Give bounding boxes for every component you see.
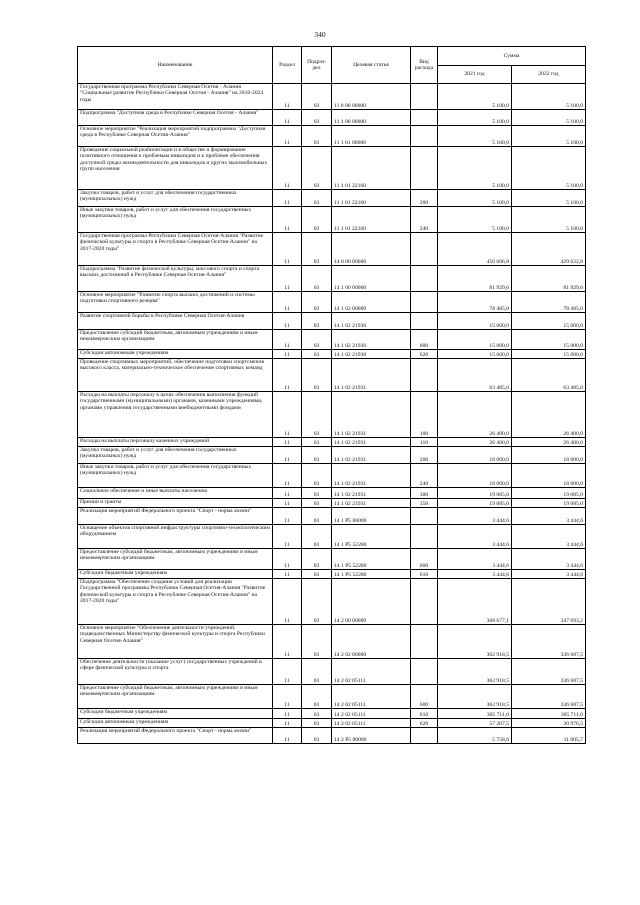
row-expense-type-cell [411, 126, 438, 147]
row-name-cell: Субсидии автономным учреждениям [78, 719, 273, 728]
row-subsection-cell: 03 [302, 709, 332, 719]
row-name-cell: Иные закупки товаров, работ и услуг для обеспечения государственных (муниципальных) нужд [78, 207, 273, 233]
row-amount-2021-cell: 78 485,0 [438, 292, 512, 313]
row-name-cell: Расходы на выплаты персоналу в целях обеспечения выполнения функций государственными (муниципальными) органами, казенными учреждениями, органами управления государственными внебюджетными фондами [78, 392, 273, 438]
row-target-article-cell: 14 1 02 21931 [332, 438, 411, 447]
row-name-cell: Подпрограмма "Обеспечение создания условий для реализации Государственной программы Республики Северная Осетия-Алания "Развитие физической культуры и спорта в Республике Северная Осетия-Алания" на 2017-2020 годы" [78, 579, 273, 625]
table-row [78, 447, 586, 464]
row-target-article-cell: 14 1 00 00000 [332, 266, 411, 292]
row-name-cell: Государственная программа Республики Северная Осетия-Алания "Развитие физической культуры и спорта в Республике Северная Осетия-Алания" на 2017-2020 годы" [78, 233, 273, 266]
row-amount-2022-cell: 18 000,0 [512, 447, 586, 464]
row-amount-2022-cell: 5 100,0 [512, 147, 586, 190]
row-name-cell: Подпрограмма "Развитие физической культуры, массового спорта и спорта высших достижений в Республике Северная Осетия-Алания" [78, 266, 273, 292]
row-expense-type-cell: 620 [411, 350, 438, 359]
row-section-cell: 11 [273, 499, 302, 508]
row-section-cell: 11 [273, 207, 302, 233]
row-section-cell: 11 [273, 508, 302, 525]
row-expense-type-cell: 610 [411, 709, 438, 719]
table-row [78, 266, 586, 292]
row-expense-type-cell: 240 [411, 207, 438, 233]
row-amount-2022-cell: 3 444,6 [512, 508, 586, 525]
row-subsection-cell: 03 [302, 147, 332, 190]
row-expense-type-cell [411, 84, 438, 110]
row-name-cell: Подпрограмма "Доступная среда в Республике Северная Осетия - Алания" [78, 110, 273, 126]
row-amount-2021-cell: 368 677,1 [438, 579, 512, 625]
row-expense-type-cell: 350 [411, 499, 438, 508]
row-amount-2021-cell: 57 207,5 [438, 719, 512, 728]
header-amount: Сумма [438, 47, 586, 66]
row-section-cell: 11 [273, 350, 302, 359]
row-subsection-cell: 03 [302, 292, 332, 313]
table-row [78, 110, 586, 126]
table-row [78, 549, 586, 570]
row-name-cell: Основное мероприятие "Реализация мероприятий подпрограммы "Доступная среда в Республике Северная Осетия-Алания" [78, 126, 273, 147]
header-target-article: Целевая статья [332, 47, 411, 84]
row-expense-type-cell [411, 110, 438, 126]
row-amount-2022-cell: 5 100,0 [512, 126, 586, 147]
row-section-cell: 11 [273, 147, 302, 190]
row-section-cell: 11 [273, 728, 302, 744]
row-section-cell: 11 [273, 709, 302, 719]
row-subsection-cell: 03 [302, 659, 332, 685]
row-target-article-cell: 14 1 02 21931 [332, 359, 411, 392]
row-target-article-cell: 14 1 02 21931 [332, 447, 411, 464]
row-amount-2021-cell: 15 000,0 [438, 313, 512, 330]
row-expense-type-cell [411, 359, 438, 392]
row-name-cell: Закупка товаров, работ и услуг для обеспечения государственных (муниципальных) нужд [78, 447, 273, 464]
table-row [78, 719, 586, 728]
row-expense-type-cell: 240 [411, 464, 438, 488]
row-amount-2022-cell: 3 444,6 [512, 549, 586, 570]
row-amount-2022-cell: 19 085,0 [512, 488, 586, 499]
table-row [78, 579, 586, 625]
row-amount-2022-cell: 5 100,0 [512, 84, 586, 110]
row-amount-2022-cell: 26 400,0 [512, 438, 586, 447]
row-target-article-cell: 14 1 P5 00000 [332, 508, 411, 525]
row-target-article-cell: 14 2 00 00000 [332, 579, 411, 625]
table-row [78, 438, 586, 447]
table-row [78, 499, 586, 508]
row-section-cell: 11 [273, 110, 302, 126]
table-row [78, 190, 586, 207]
header-year-2021: 2021 год [438, 66, 512, 84]
table-row [78, 292, 586, 313]
row-name-cell: Реализация мероприятий Федерального проекта "Спорт - норма жизни" [78, 508, 273, 525]
row-expense-type-cell [411, 292, 438, 313]
row-amount-2021-cell: 15 000,0 [438, 350, 512, 359]
row-amount-2022-cell: 5 100,0 [512, 207, 586, 233]
row-expense-type-cell: 200 [411, 190, 438, 207]
row-expense-type-cell [411, 508, 438, 525]
row-amount-2022-cell: 347 693,2 [512, 579, 586, 625]
row-target-article-cell: 14 1 02 21931 [332, 464, 411, 488]
table-row [78, 84, 586, 110]
row-section-cell: 11 [273, 84, 302, 110]
row-name-cell: Реализация мероприятий Федерального проекта "Спорт - норма жизни" [78, 728, 273, 744]
row-section-cell: 11 [273, 126, 302, 147]
row-amount-2022-cell: 63 485,0 [512, 359, 586, 392]
row-expense-type-cell: 100 [411, 392, 438, 438]
row-name-cell: Субсидии бюджетным учреждениям [78, 709, 273, 719]
row-target-article-cell: 11 1 01 22160 [332, 190, 411, 207]
row-target-article-cell: 14 0 00 00000 [332, 233, 411, 266]
row-name-cell: Иные закупки товаров, работ и услуг для обеспечения государственных (муниципальных) нужд [78, 464, 273, 488]
row-expense-type-cell: 110 [411, 438, 438, 447]
row-name-cell: Предоставление субсидий бюджетным, автономным учреждениям и иным некоммерческим организациям [78, 685, 273, 709]
row-amount-2021-cell: 81 929,6 [438, 266, 512, 292]
row-expense-type-cell [411, 266, 438, 292]
table-row [78, 659, 586, 685]
row-amount-2022-cell: 336 687,5 [512, 685, 586, 709]
row-amount-2021-cell: 63 485,0 [438, 359, 512, 392]
row-target-article-cell: 14 2 02 05111 [332, 659, 411, 685]
row-amount-2022-cell: 11 005,7 [512, 728, 586, 744]
row-amount-2021-cell: 5 100,0 [438, 110, 512, 126]
row-amount-2021-cell: 3 444,6 [438, 570, 512, 579]
row-amount-2022-cell: 30 976,5 [512, 719, 586, 728]
row-amount-2021-cell: 3 444,6 [438, 508, 512, 525]
row-amount-2022-cell: 15 000,0 [512, 313, 586, 330]
row-section-cell: 11 [273, 266, 302, 292]
row-target-article-cell: 11 1 01 00000 [332, 126, 411, 147]
row-target-article-cell: 14 1 02 21931 [332, 488, 411, 499]
row-name-cell: Предоставление субсидий бюджетным, автономным учреждениям и иным некоммерческим организациям [78, 549, 273, 570]
row-target-article-cell: 14 2 02 05111 [332, 709, 411, 719]
row-amount-2022-cell: 19 085,0 [512, 499, 586, 508]
row-name-cell: Закупка товаров, работ и услуг для обеспечения государственных (муниципальных) нужд [78, 190, 273, 207]
row-target-article-cell: 14 2 P5 00000 [332, 728, 411, 744]
row-expense-type-cell: 600 [411, 685, 438, 709]
row-amount-2021-cell: 15 000,0 [438, 330, 512, 350]
row-subsection-cell: 03 [302, 719, 332, 728]
row-section-cell: 11 [273, 438, 302, 447]
row-section-cell: 11 [273, 330, 302, 350]
row-expense-type-cell [411, 579, 438, 625]
row-expense-type-cell: 600 [411, 330, 438, 350]
row-target-article-cell: 14 1 02 21930 [332, 330, 411, 350]
row-amount-2022-cell: 3 444,6 [512, 525, 586, 549]
row-target-article-cell: 14 1 02 21931 [332, 499, 411, 508]
row-section-cell: 11 [273, 359, 302, 392]
table-row [78, 625, 586, 659]
row-name-cell: Социальное обеспечение и иные выплаты населению [78, 488, 273, 499]
row-section-cell: 11 [273, 233, 302, 266]
table-row [78, 126, 586, 147]
row-name-cell: Развитие спортивной борьбы в Республике Северная Осетия-Алания [78, 313, 273, 330]
page-number: 340 [314, 30, 326, 39]
row-section-cell: 11 [273, 579, 302, 625]
header-year-2022: 2022 год [512, 66, 586, 84]
row-section-cell: 11 [273, 392, 302, 438]
row-amount-2021-cell: 18 000,0 [438, 447, 512, 464]
row-amount-2022-cell: 336 687,5 [512, 625, 586, 659]
row-target-article-cell: 14 1 02 21930 [332, 350, 411, 359]
row-target-article-cell: 14 1 P5 52280 [332, 549, 411, 570]
row-target-article-cell: 14 2 02 05111 [332, 685, 411, 709]
row-subsection-cell: 03 [302, 499, 332, 508]
row-name-cell: Обеспечение деятельности (оказание услуг) государственных учреждений в сфере физической культуры и спорта [78, 659, 273, 685]
row-amount-2021-cell: 5 758,6 [438, 728, 512, 744]
table-row [78, 207, 586, 233]
row-name-cell: Проведение социальной реабилитации и в обществе и формирование позитивного отношения к проблемам инвалидов и к проблеме обеспечения доступной среды жизнедеятельности для инвалидов и других маломобильных групп населения [78, 147, 273, 190]
row-subsection-cell: 03 [302, 359, 332, 392]
row-section-cell: 11 [273, 525, 302, 549]
row-expense-type-cell: 620 [411, 719, 438, 728]
row-amount-2022-cell: 3 444,6 [512, 570, 586, 579]
row-subsection-cell: 03 [302, 525, 332, 549]
row-name-cell: Оснащение объектов спортивной инфраструктуры спортивно-технологическим оборудованием [78, 525, 273, 549]
row-subsection-cell: 03 [302, 392, 332, 438]
row-target-article-cell: 14 1 02 21931 [332, 392, 411, 438]
row-amount-2021-cell: 26 400,0 [438, 438, 512, 447]
row-section-cell: 11 [273, 464, 302, 488]
table-row [78, 359, 586, 392]
row-target-article-cell: 14 1 P5 52280 [332, 525, 411, 549]
row-target-article-cell: 14 1 02 00000 [332, 292, 411, 313]
row-target-article-cell: 14 2 02 00000 [332, 625, 411, 659]
row-subsection-cell: 03 [302, 190, 332, 207]
row-section-cell: 11 [273, 447, 302, 464]
table-row [78, 685, 586, 709]
table-row [78, 350, 586, 359]
row-name-cell: Предоставление субсидий бюджетным, автономным учреждениям и иным некоммерческим организациям [78, 330, 273, 350]
row-amount-2022-cell: 18 000,0 [512, 464, 586, 488]
row-name-cell: Государственная программа Республики Северная Осетия - Алания "Социальные развитие Республики Северная Осетия - Алания" на 2016-2024 годы [78, 84, 273, 110]
row-section-cell: 11 [273, 190, 302, 207]
table-row [78, 508, 586, 525]
row-subsection-cell: 03 [302, 84, 332, 110]
row-amount-2021-cell: 450 606,8 [438, 233, 512, 266]
row-target-article-cell: 11 1 01 22160 [332, 207, 411, 233]
header-expense-type: Вид расхода [411, 47, 438, 84]
row-expense-type-cell [411, 625, 438, 659]
row-subsection-cell: 03 [302, 207, 332, 233]
row-amount-2021-cell: 362 918,5 [438, 685, 512, 709]
header-subsection: Подраз-дел [302, 47, 332, 84]
row-subsection-cell: 03 [302, 728, 332, 744]
row-expense-type-cell: 300 [411, 488, 438, 499]
row-target-article-cell: 11 1 00 00000 [332, 110, 411, 126]
table-row [78, 464, 586, 488]
row-subsection-cell: 03 [302, 508, 332, 525]
row-subsection-cell: 03 [302, 266, 332, 292]
row-amount-2022-cell: 429 622,8 [512, 233, 586, 266]
row-expense-type-cell [411, 728, 438, 744]
row-amount-2021-cell: 26 400,0 [438, 392, 512, 438]
row-section-cell: 11 [273, 659, 302, 685]
row-subsection-cell: 03 [302, 110, 332, 126]
table-row [78, 233, 586, 266]
row-amount-2021-cell: 19 085,0 [438, 488, 512, 499]
row-amount-2022-cell: 5 100,0 [512, 110, 586, 126]
row-subsection-cell: 03 [302, 579, 332, 625]
row-amount-2021-cell: 5 100,0 [438, 147, 512, 190]
row-expense-type-cell: 600 [411, 549, 438, 570]
row-name-cell: Основное мероприятие "Развитие спорта высших достижений и системы подготовки спортивного резерва" [78, 292, 273, 313]
row-expense-type-cell [411, 147, 438, 190]
row-name-cell: Проведение спортивных мероприятий, обеспечение подготовки спортсменов высокого класса, материально-техническое обеспечение спортивных команд [78, 359, 273, 392]
header-section: Раздел [273, 47, 302, 84]
row-subsection-cell: 03 [302, 464, 332, 488]
row-subsection-cell: 03 [302, 350, 332, 359]
table-body [78, 84, 586, 744]
row-subsection-cell: 03 [302, 488, 332, 499]
row-name-cell: Расходы на выплаты персоналу казенных учреждений [78, 438, 273, 447]
row-amount-2022-cell: 81 929,6 [512, 266, 586, 292]
row-expense-type-cell [411, 233, 438, 266]
row-amount-2022-cell: 305 711,0 [512, 709, 586, 719]
row-expense-type-cell: 610 [411, 570, 438, 579]
row-amount-2021-cell: 3 444,6 [438, 549, 512, 570]
table-row [78, 570, 586, 579]
row-subsection-cell: 03 [302, 549, 332, 570]
row-amount-2021-cell: 3 444,6 [438, 525, 512, 549]
row-section-cell: 11 [273, 685, 302, 709]
row-subsection-cell: 03 [302, 447, 332, 464]
row-target-article-cell: 14 2 02 05111 [332, 719, 411, 728]
row-subsection-cell: 03 [302, 330, 332, 350]
table-row [78, 313, 586, 330]
row-target-article-cell: 11 1 01 22160 [332, 147, 411, 190]
row-subsection-cell: 03 [302, 313, 332, 330]
row-target-article-cell: 14 1 02 21930 [332, 313, 411, 330]
row-amount-2021-cell: 19 085,0 [438, 499, 512, 508]
row-target-article-cell: 11 0 00 00000 [332, 84, 411, 110]
table-row [78, 488, 586, 499]
row-section-cell: 11 [273, 488, 302, 499]
row-expense-type-cell [411, 313, 438, 330]
table-row [78, 392, 586, 438]
row-subsection-cell: 03 [302, 570, 332, 579]
row-amount-2022-cell: 26 400,0 [512, 392, 586, 438]
row-amount-2021-cell: 362 918,5 [438, 625, 512, 659]
row-amount-2021-cell: 18 000,0 [438, 464, 512, 488]
row-amount-2022-cell: 5 100,0 [512, 190, 586, 207]
row-amount-2022-cell: 15 000,0 [512, 330, 586, 350]
row-name-cell: Основное мероприятие "Обеспечение деятельности учреждений, подведомственных Министерству физической культуры и спорта Республики Северная Осетия-Алания" [78, 625, 273, 659]
table-row [78, 709, 586, 719]
row-subsection-cell: 03 [302, 685, 332, 709]
row-name-cell: Субсидии бюджетным учреждениям [78, 570, 273, 579]
table-row [78, 525, 586, 549]
budget-table [77, 46, 586, 744]
row-name-cell: Субсидии автономным учреждениям [78, 350, 273, 359]
row-amount-2021-cell: 5 100,0 [438, 126, 512, 147]
row-amount-2021-cell: 5 100,0 [438, 190, 512, 207]
row-name-cell: Премии и гранты [78, 499, 273, 508]
row-amount-2022-cell: 15 000,0 [512, 350, 586, 359]
row-section-cell: 11 [273, 292, 302, 313]
table-row [78, 147, 586, 190]
row-amount-2021-cell: 362 918,5 [438, 659, 512, 685]
table-header [78, 47, 586, 84]
row-amount-2022-cell: 78 485,0 [512, 292, 586, 313]
row-section-cell: 11 [273, 625, 302, 659]
row-section-cell: 11 [273, 570, 302, 579]
row-amount-2021-cell: 5 100,0 [438, 84, 512, 110]
row-section-cell: 11 [273, 313, 302, 330]
row-subsection-cell: 03 [302, 625, 332, 659]
row-subsection-cell: 03 [302, 438, 332, 447]
row-amount-2021-cell: 5 100,0 [438, 207, 512, 233]
row-subsection-cell: 03 [302, 233, 332, 266]
table-row [78, 330, 586, 350]
row-expense-type-cell [411, 659, 438, 685]
row-amount-2021-cell: 305 711,0 [438, 709, 512, 719]
header-name: Наименование [78, 47, 273, 84]
row-amount-2022-cell: 336 687,5 [512, 659, 586, 685]
row-section-cell: 11 [273, 719, 302, 728]
row-expense-type-cell [411, 525, 438, 549]
row-section-cell: 11 [273, 549, 302, 570]
table-row [78, 728, 586, 744]
row-expense-type-cell: 200 [411, 447, 438, 464]
row-target-article-cell: 14 1 P5 52280 [332, 570, 411, 579]
row-subsection-cell: 03 [302, 126, 332, 147]
